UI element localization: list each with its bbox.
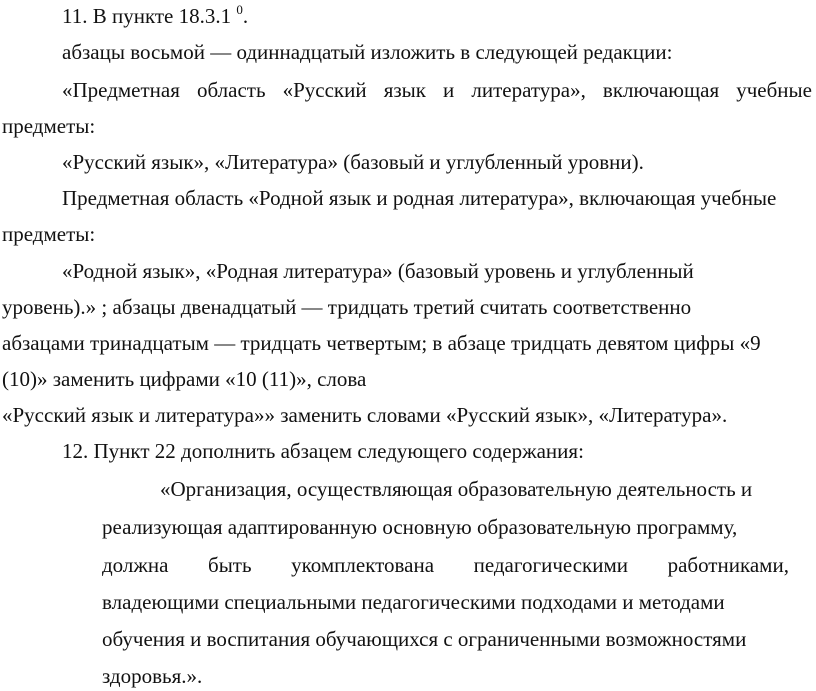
item-11-heading-end: . bbox=[242, 4, 249, 28]
paragraph-line: Предметная область «Родной язык и родная литература», включающая учебные bbox=[62, 186, 777, 210]
paragraph-line: уровень).» ; абзацы двенадцатый — тридцать третий считать соответственно bbox=[2, 295, 692, 319]
item-12-heading: 12. Пункт 22 дополнить абзацем следующего содержания: bbox=[62, 439, 584, 463]
paragraph-line: «Русский язык», «Литература» (базовый и углубленный уровни). bbox=[62, 150, 644, 174]
word: должна bbox=[102, 553, 169, 577]
paragraph-line: предметы: bbox=[2, 222, 96, 246]
paragraph-line: абзацы восьмой — одиннадцатый изложить в следующей редакции: bbox=[62, 40, 673, 64]
quote-line: здоровья.». bbox=[102, 664, 203, 688]
paragraph-line: «Родной язык», «Родная литература» (базовый уровень и углубленный bbox=[62, 259, 694, 283]
word: работниками, bbox=[667, 553, 789, 577]
word: язык bbox=[383, 78, 426, 102]
paragraph-line: предметы: bbox=[2, 114, 96, 138]
word: быть bbox=[208, 553, 252, 577]
word: включающая bbox=[602, 78, 720, 102]
justified-quote-line bbox=[102, 555, 789, 576]
word: укомплектована bbox=[291, 553, 435, 577]
word: область bbox=[196, 78, 266, 102]
item-11-heading-text: 11. В пункте 18.3.1 bbox=[62, 4, 232, 28]
word: учебные bbox=[736, 78, 812, 102]
justified-line bbox=[62, 80, 812, 101]
quote-line: «Организация, осуществляющая образовательную деятельность и bbox=[160, 477, 753, 501]
paragraph-line: абзацами тринадцатым — тридцать четвертым; в абзаце тридцать девятом цифры «9 bbox=[2, 331, 761, 355]
quote-line: реализующая адаптированную основную образовательную программу, bbox=[102, 515, 738, 539]
quote-line: обучения и воспитания обучающихся с ограниченными возможностями bbox=[102, 627, 747, 651]
word: литература», bbox=[471, 78, 586, 102]
word: «Предметная bbox=[62, 78, 180, 102]
item-11-heading bbox=[62, 2, 249, 28]
word: и bbox=[443, 78, 455, 102]
item-11-superscript: 0 bbox=[236, 2, 243, 17]
paragraph-line: «Русский язык и литература»» заменить словами «Русский язык», «Литература». bbox=[2, 403, 728, 427]
word: «Русский bbox=[282, 78, 367, 102]
word: педагогическими bbox=[473, 553, 629, 577]
paragraph-line: (10)» заменить цифрами «10 (11)», слова bbox=[2, 367, 367, 391]
quote-line: владеющими специальными педагогическими подходами и методами bbox=[102, 590, 725, 614]
